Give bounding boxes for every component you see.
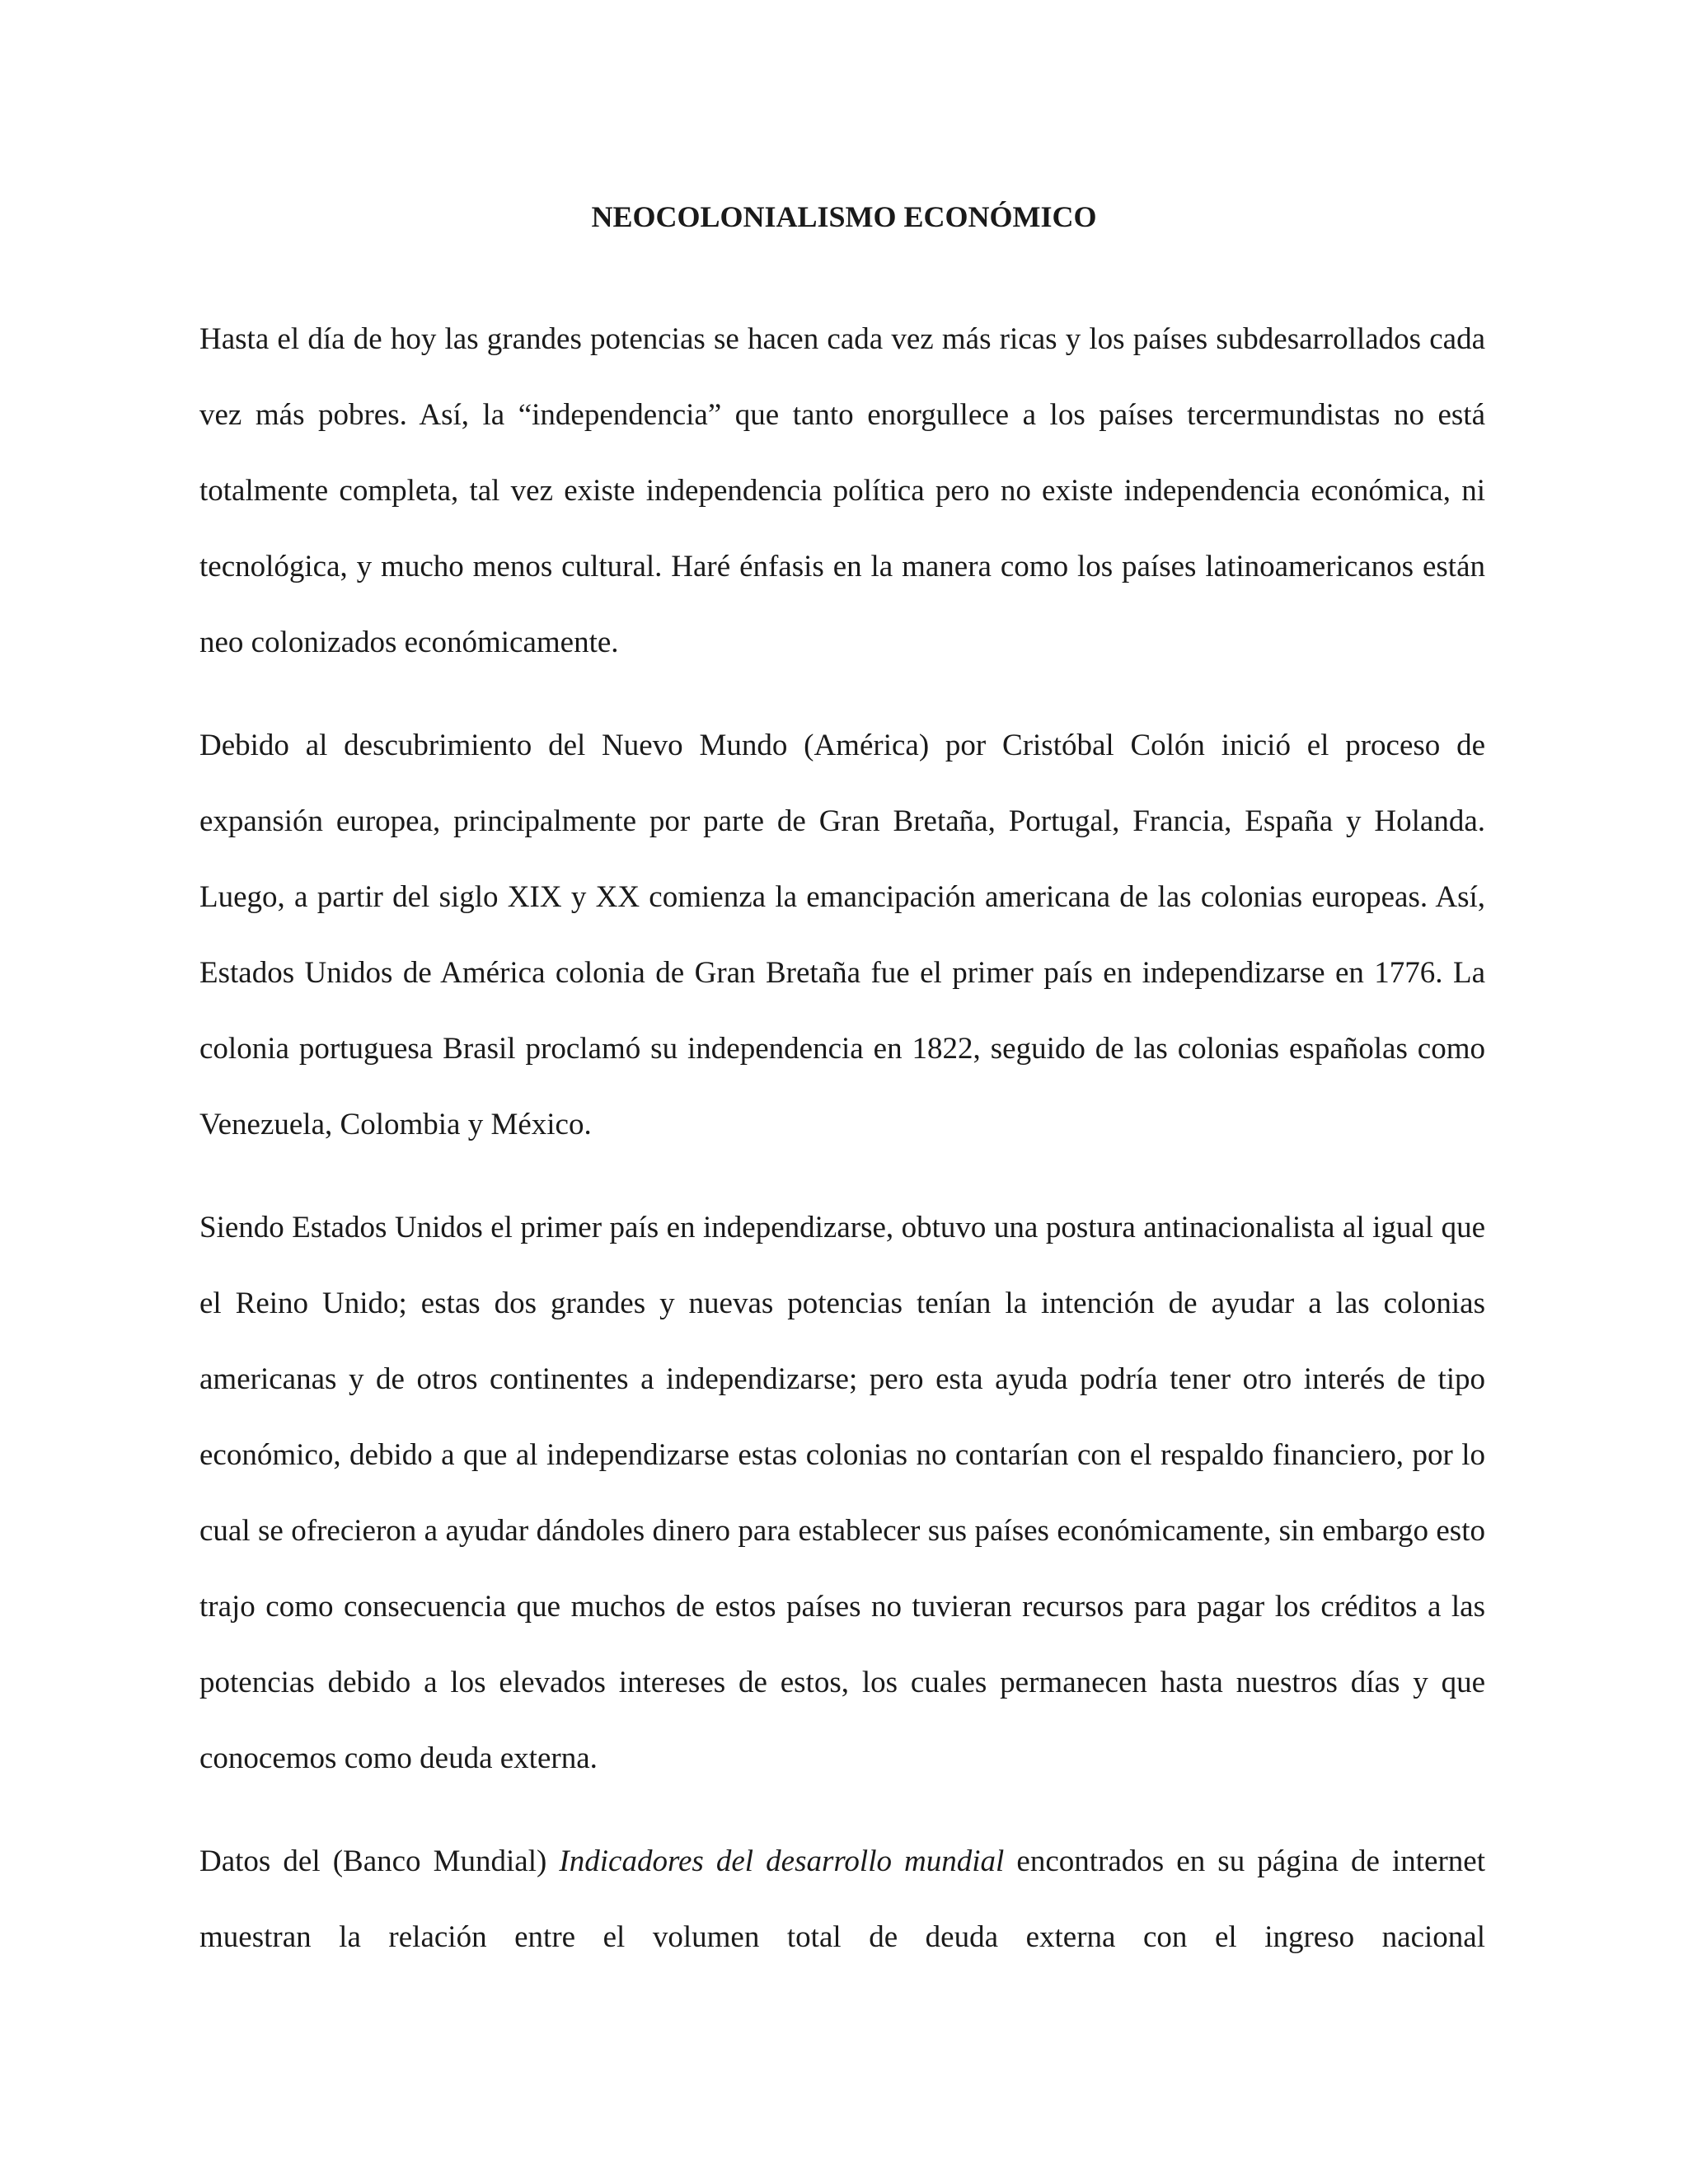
paragraph-2: Debido al descubrimiento del Nuevo Mundo (América) por Cristóbal Colón inició el proceso de expansión europea, principalmente por parte de Gran Bretaña, Portugal, Francia, España y Holanda. Luego, a partir del siglo XIX y XX comienza la emancipación americana de las colonias europeas. Así, Estados Unidos de América colonia de Gran Bretaña fue el primer país en independizarse en 1776. La colonia portuguesa Brasil proclamó su independencia en 1822, seguido de las colonias españolas como Venezuela, Colombia y México. <box>199 729 1485 1141</box>
paragraph-4-italic-title: Indicadores del desarrollo mundial <box>559 1844 1005 1878</box>
paragraph-3: Siendo Estados Unidos el primer país en independizarse, obtuvo una postura antinacionalista al igual que el Reino Unido; estas dos grandes y nuevas potencias tenían la intención de ayudar a las colonias americanas y de otros continentes a independizarse; pero esta ayuda podría tener otro interés de tipo económico, debido a que al independizarse estas colonias no contarían con el respaldo financiero, por lo cual se ofrecieron a ayudar dándoles dinero para establecer sus países económicamente, sin embargo esto trajo como consecuencia que muchos de estos países no tuvieran recursos para pagar los créditos a las potencias debido a los elevados intereses de estos, los cuales permanecen hasta nuestros días y que conocemos como deuda externa. <box>199 1211 1485 1775</box>
document-title: NEOCOLONIALISMO ECONÓMICO <box>591 200 1097 233</box>
paragraph-4-intro: Datos del (Banco Mundial) <box>199 1844 560 1878</box>
document-body <box>199 302 1485 1975</box>
paragraph-1: Hasta el día de hoy las grandes potencias se hacen cada vez más ricas y los países subdesarrollados cada vez más pobres. Así, la “independencia” que tanto enorgullece a los países tercermundistas no está totalmente completa, tal vez existe independencia política pero no existe independencia económica, ni tecnológica, y mucho menos cultural. Haré énfasis en la manera como los países latinoamericanos están neo colonizados económicamente. <box>199 322 1485 659</box>
paragraph-4-rest: encontrados en su página de internet muestran la relación entre el volumen total de deuda externa con el ingreso nacional <box>199 1844 1485 1954</box>
paragraph-4 <box>199 1824 1485 1975</box>
